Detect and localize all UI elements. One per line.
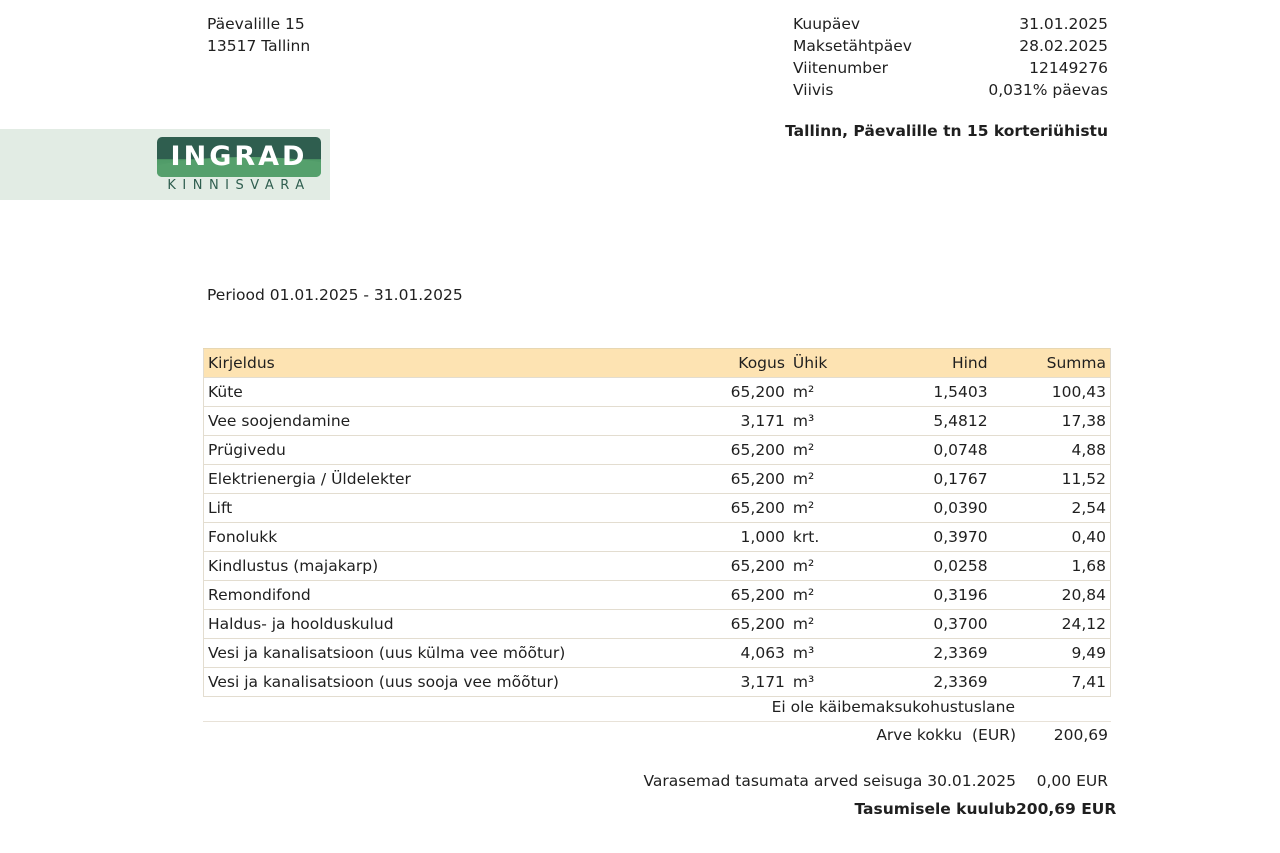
cell-price: 5,4812 [857,407,991,436]
table-row [204,407,1111,436]
col-header-description: Kirjeldus [204,349,714,378]
cell-unit: krt. [789,523,857,552]
billing-period: Periood 01.01.2025 - 31.01.2025 [207,286,463,304]
meta-label: Viivis [793,81,834,99]
sender-address [207,13,310,57]
cell-unit: m² [789,378,857,407]
logo-subtitle: KINNISVARA [167,178,311,193]
meta-value: 31.01.2025 [1019,15,1108,33]
cell-unit: m² [789,436,857,465]
cell-sum: 20,84 [992,581,1111,610]
amount-due-value: 200,69 EUR [1016,800,1117,818]
cell-quantity: 3,171 [714,668,789,697]
meta-label: Viitenumber [793,59,888,77]
invoice-total-row [876,724,1108,746]
meta-row-date [793,13,1108,35]
table-row [204,523,1111,552]
cell-sum: 9,49 [992,639,1111,668]
col-header-price: Hind [857,349,991,378]
cell-quantity: 65,200 [714,610,789,639]
vat-note-row [203,693,1111,722]
table-row [204,552,1111,581]
vat-note: Ei ole käibemaksukohustuslane [771,698,1015,716]
association-name: Tallinn, Päevalille tn 15 korteriühistu [785,122,1108,140]
cell-price: 0,0390 [857,494,991,523]
logo-wordmark: INGRAD [170,141,308,172]
cell-quantity: 65,200 [714,494,789,523]
cell-price: 0,0258 [857,552,991,581]
col-header-quantity: Kogus [714,349,789,378]
cell-sum: 11,52 [992,465,1111,494]
cell-unit: m² [789,610,857,639]
cell-unit: m² [789,552,857,581]
table-row [204,436,1111,465]
cell-sum: 0,40 [992,523,1111,552]
invoice-total-value: 200,69 [1053,726,1108,744]
cell-sum: 100,43 [992,378,1111,407]
address-city: 13517 Tallinn [207,37,311,55]
cell-description: Fonolukk [204,523,714,552]
table-row [204,639,1111,668]
cell-description: Lift [204,494,714,523]
table-row [204,465,1111,494]
table-row [204,378,1111,407]
cell-description: Vee soojendamine [204,407,714,436]
cell-price: 0,3196 [857,581,991,610]
cell-sum: 2,54 [992,494,1111,523]
meta-value: 0,031% päevas [988,81,1108,99]
meta-row-due-date [793,35,1108,57]
cell-sum: 7,41 [992,668,1111,697]
cell-price: 2,3369 [857,668,991,697]
meta-row-reference [793,57,1108,79]
meta-row-penalty [793,79,1108,101]
cell-description: Küte [204,378,714,407]
col-header-sum: Summa [992,349,1111,378]
amount-due-row [854,798,1117,820]
cell-description: Vesi ja kanalisatsioon (uus sooja vee mõõtur) [204,668,714,697]
cell-sum: 4,88 [992,436,1111,465]
previous-unpaid-row [644,770,1109,792]
cell-sum: 24,12 [992,610,1111,639]
invoice-total-label: Arve kokku (EUR) [876,726,1016,744]
table-row [204,494,1111,523]
previous-unpaid-label: Varasemad tasumata arved seisuga 30.01.2025 [643,772,1016,790]
cell-price: 0,3970 [857,523,991,552]
cell-price: 1,5403 [857,378,991,407]
previous-unpaid-value: 0,00 EUR [1036,772,1108,790]
cell-quantity: 1,000 [714,523,789,552]
cell-unit: m² [789,494,857,523]
cell-quantity: 65,200 [714,436,789,465]
cell-sum: 17,38 [992,407,1111,436]
cell-unit: m³ [789,668,857,697]
meta-label: Maksetähtpäev [793,37,912,55]
meta-label: Kuupäev [793,15,861,33]
cell-quantity: 65,200 [714,378,789,407]
amount-due-label: Tasumisele kuulub [854,800,1016,818]
cell-quantity: 65,200 [714,581,789,610]
cell-quantity: 3,171 [714,407,789,436]
table-header-row [204,349,1111,378]
cell-description: Prügivedu [204,436,714,465]
invoice-meta [793,13,1108,101]
cell-price: 0,0748 [857,436,991,465]
cell-description: Vesi ja kanalisatsioon (uus külma vee mõõtur) [204,639,714,668]
cell-description: Remondifond [204,581,714,610]
table-row [204,581,1111,610]
cell-price: 2,3369 [857,639,991,668]
cell-sum: 1,68 [992,552,1111,581]
cell-price: 0,3700 [857,610,991,639]
cell-unit: m³ [789,407,857,436]
cell-price: 0,1767 [857,465,991,494]
address-street: Päevalille 15 [207,15,305,33]
table-row [204,610,1111,639]
cell-description: Kindlustus (majakarp) [204,552,714,581]
charges-table [203,348,1111,697]
logo-band [0,129,330,200]
cell-description: Elektrienergia / Üldelekter [204,465,714,494]
cell-quantity: 65,200 [714,552,789,581]
meta-value: 28.02.2025 [1019,37,1108,55]
logo-badge [157,137,321,177]
cell-description: Haldus- ja hoolduskulud [204,610,714,639]
col-header-unit: Ühik [789,349,857,378]
meta-value: 12149276 [1029,59,1108,77]
cell-unit: m² [789,465,857,494]
cell-quantity: 4,063 [714,639,789,668]
cell-unit: m² [789,581,857,610]
cell-quantity: 65,200 [714,465,789,494]
cell-unit: m³ [789,639,857,668]
